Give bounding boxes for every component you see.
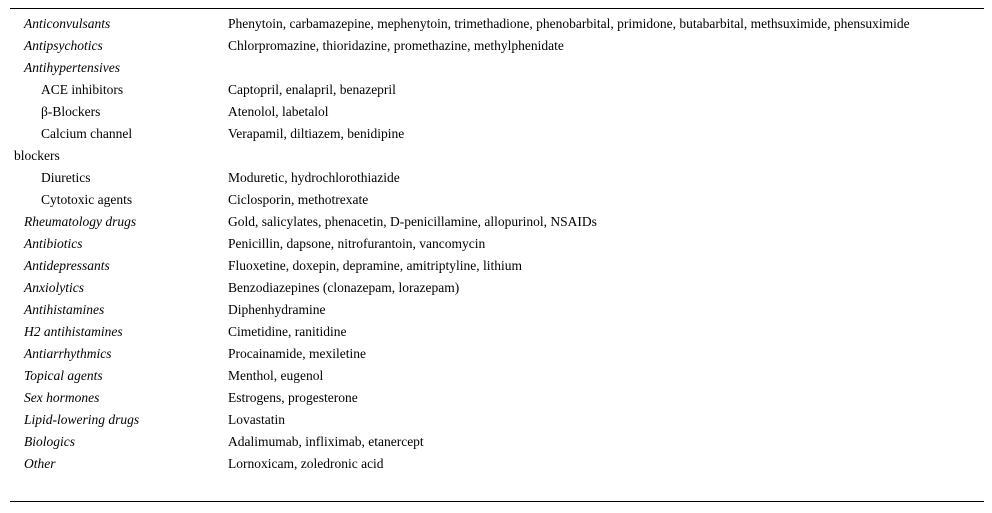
drug-category-label: Antibiotics bbox=[24, 236, 83, 251]
table-row bbox=[14, 79, 984, 101]
drug-category-label: Antihypertensives bbox=[24, 60, 120, 75]
drug-category-label: Anticonvulsants bbox=[24, 16, 111, 31]
drug-examples-cell: Penicillin, dapsone, nitrofurantoin, vancomycin bbox=[228, 236, 486, 251]
drug-examples-cell: Menthol, eugenol bbox=[228, 368, 324, 383]
drug-examples-cell: Lornoxicam, zoledronic acid bbox=[228, 456, 384, 471]
drug-category-cell bbox=[14, 189, 228, 211]
drug-examples-cell: Chlorpromazine, thioridazine, promethazine, methylphenidate bbox=[228, 38, 564, 53]
drug-examples-cell: Diphenhydramine bbox=[228, 302, 326, 317]
drug-examples-cell: Moduretic, hydrochlorothiazide bbox=[228, 170, 400, 185]
drug-category-label: Calcium channel bbox=[41, 126, 133, 141]
drug-category-cell bbox=[14, 35, 228, 57]
drug-category-label: Biologics bbox=[24, 434, 75, 449]
table-row bbox=[14, 123, 984, 167]
drug-category-label: Lipid-lowering drugs bbox=[24, 412, 140, 427]
table-row bbox=[14, 233, 984, 255]
drug-category-cell bbox=[14, 255, 228, 277]
drug-category-cell bbox=[14, 299, 228, 321]
drug-examples-cell: Benzodiazepines (clonazepam, lorazepam) bbox=[228, 280, 460, 295]
table-row bbox=[14, 35, 984, 57]
drug-category-label: Sex hormones bbox=[24, 390, 100, 405]
drug-category-cell bbox=[14, 123, 228, 167]
drug-category-label: Diuretics bbox=[41, 170, 91, 185]
table-rows bbox=[14, 13, 984, 475]
drug-examples-cell: Phenytoin, carbamazepine, mephenytoin, trimethadione, phenobarbital, primidone, butabarbital, methsuximide, phensuximide bbox=[228, 16, 910, 31]
drug-category-label: Anxiolytics bbox=[24, 280, 84, 295]
drug-category-label: Other bbox=[24, 456, 56, 471]
table-row bbox=[14, 189, 984, 211]
table-row bbox=[14, 277, 984, 299]
drug-category-cell bbox=[14, 431, 228, 453]
drug-category-label: Antipsychotics bbox=[24, 38, 103, 53]
drug-category-label: Topical agents bbox=[24, 368, 103, 383]
drug-examples-cell: Gold, salicylates, phenacetin, D-penicillamine, allopurinol, NSAIDs bbox=[228, 214, 597, 229]
table-row bbox=[14, 453, 984, 475]
table-row bbox=[14, 299, 984, 321]
table-row bbox=[14, 431, 984, 453]
drug-examples-cell: Atenolol, labetalol bbox=[228, 104, 329, 119]
drug-category-label: Antihistamines bbox=[24, 302, 105, 317]
drug-category-cell bbox=[14, 13, 228, 35]
table-row bbox=[14, 255, 984, 277]
drug-category-cell bbox=[14, 57, 228, 79]
drug-category-table bbox=[10, 8, 984, 502]
drug-category-label: Antiarrhythmics bbox=[24, 346, 112, 361]
table-row bbox=[14, 211, 984, 233]
drug-examples-cell: Adalimumab, infliximab, etanercept bbox=[228, 434, 424, 449]
drug-category-cell bbox=[14, 343, 228, 365]
drug-category-label: ACE inhibitors bbox=[41, 82, 124, 97]
drug-category-label: Antidepressants bbox=[24, 258, 110, 273]
drug-category-cell bbox=[14, 233, 228, 255]
drug-category-cell bbox=[14, 277, 228, 299]
drug-category-label: Cytotoxic agents bbox=[41, 192, 133, 207]
drug-examples-cell: Cimetidine, ranitidine bbox=[228, 324, 347, 339]
drug-category-cell bbox=[14, 211, 228, 233]
table-row bbox=[14, 57, 984, 79]
drug-examples-cell: Estrogens, progesterone bbox=[228, 390, 358, 405]
drug-category-cell bbox=[14, 101, 228, 123]
drug-category-cell bbox=[14, 321, 228, 343]
drug-category-cell bbox=[14, 387, 228, 409]
table-row bbox=[14, 409, 984, 431]
table-row bbox=[14, 321, 984, 343]
drug-category-cell bbox=[14, 167, 228, 189]
table-row bbox=[14, 365, 984, 387]
drug-category-label-wrap: blockers bbox=[14, 148, 60, 163]
drug-category-label: β-Blockers bbox=[41, 104, 101, 119]
table-row bbox=[14, 167, 984, 189]
drug-examples-cell: Ciclosporin, methotrexate bbox=[228, 192, 369, 207]
drug-category-cell bbox=[14, 79, 228, 101]
table-row bbox=[14, 101, 984, 123]
drug-examples-cell: Procainamide, mexiletine bbox=[228, 346, 366, 361]
drug-category-cell bbox=[14, 365, 228, 387]
drug-category-label: H2 antihistamines bbox=[24, 324, 123, 339]
table-row bbox=[14, 13, 984, 35]
drug-examples-cell: Verapamil, diltiazem, benidipine bbox=[228, 126, 405, 141]
drug-category-cell bbox=[14, 409, 228, 431]
drug-examples-cell: Lovastatin bbox=[228, 412, 285, 427]
table-row bbox=[14, 387, 984, 409]
drug-category-label: Rheumatology drugs bbox=[24, 214, 137, 229]
drug-examples-cell: Captopril, enalapril, benazepril bbox=[228, 82, 396, 97]
drug-examples-cell: Fluoxetine, doxepin, depramine, amitriptyline, lithium bbox=[228, 258, 522, 273]
table-row bbox=[14, 343, 984, 365]
drug-category-cell bbox=[14, 453, 228, 475]
